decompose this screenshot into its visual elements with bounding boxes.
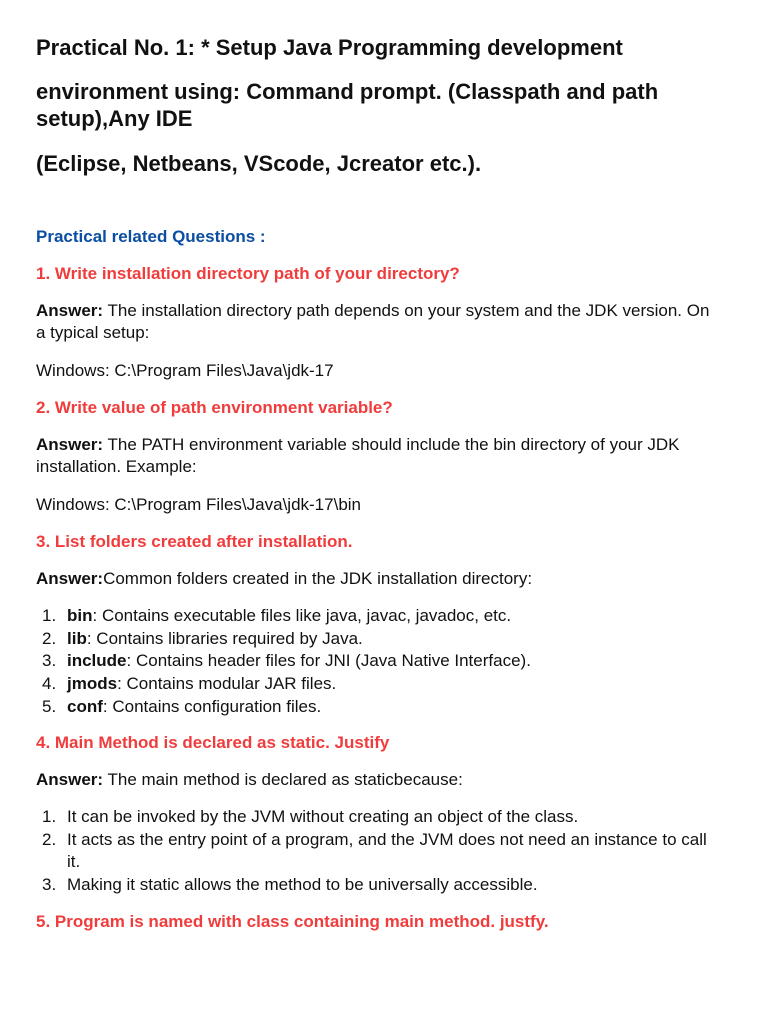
folder-name: conf <box>67 696 103 716</box>
folder-name: jmods <box>67 674 118 694</box>
reason-text: Making it static allows the method to be universally accessible. <box>67 875 538 895</box>
folder-description: : Contains modular JAR files. <box>117 674 337 694</box>
answer-3 <box>36 568 716 590</box>
folder-description: : Contains configuration files. <box>102 696 322 716</box>
question-1: 1. Write installation directory path of your directory? <box>36 264 460 283</box>
folders-list <box>36 605 716 719</box>
question-4: 4. Main Method is declared as static. Justify <box>36 733 390 752</box>
answer-label: Answer: <box>36 301 104 320</box>
list-number: 2. <box>42 628 57 648</box>
answer-label: Answer: <box>36 435 104 454</box>
list-item <box>36 874 716 897</box>
answer-2-example: Windows: C:\Program Files\Java\jdk-17\bin <box>36 495 362 514</box>
folder-name: lib <box>67 628 87 648</box>
list-number: 4. <box>42 674 57 694</box>
list-item <box>36 628 716 651</box>
reason-text: It acts as the entry point of a program, and the JVM does not need an instance to call it. <box>67 829 707 872</box>
answer-label: Answer: <box>36 770 104 789</box>
answer-2-text: The PATH environment variable should include the bin directory of your JDK installation. Example: <box>36 435 680 476</box>
folder-description: : Contains header files for JNI (Java Native Interface). <box>126 651 531 671</box>
reason-text: It can be invoked by the JVM without creating an object of the class. <box>67 807 579 826</box>
list-number: 5. <box>42 696 57 716</box>
answer-4 <box>36 769 716 791</box>
folder-name: bin <box>67 606 93 625</box>
list-item <box>36 650 716 673</box>
list-number: 3. <box>42 875 57 895</box>
list-number: 3. <box>42 651 57 671</box>
static-reasons-list <box>36 806 716 897</box>
section-heading: Practical related Questions : <box>36 227 266 246</box>
page-title-line-1: Practical No. 1: * Setup Java Programming development <box>36 35 623 60</box>
list-number: 1. <box>42 807 57 826</box>
page-title-line-3: (Eclipse, Netbeans, VScode, Jcreator etc.). <box>36 151 482 176</box>
answer-4-text: The main method is declared as staticbecause: <box>103 770 463 789</box>
list-number: 2. <box>42 829 57 849</box>
list-item <box>36 696 716 719</box>
page-title-line-2: environment using: Command prompt. (Classpath and path setup),Any IDE <box>36 79 659 131</box>
question-5: 5. Program is named with class containing main method. justfy. <box>36 912 549 931</box>
answer-1 <box>36 300 716 344</box>
answer-label: Answer: <box>36 569 104 588</box>
answer-3-text: Common folders created in the JDK installation directory: <box>103 569 533 588</box>
list-item <box>36 829 716 874</box>
list-item <box>36 806 716 829</box>
answer-2 <box>36 434 716 478</box>
answer-1-text: The installation directory path depends on your system and the JDK version. On a typical setup: <box>36 301 710 342</box>
question-2: 2. Write value of path environment variable? <box>36 398 393 417</box>
question-3: 3. List folders created after installation. <box>36 532 353 551</box>
folder-description: : Contains libraries required by Java. <box>86 628 363 648</box>
answer-1-example: Windows: C:\Program Files\Java\jdk-17 <box>36 361 334 380</box>
list-item <box>36 605 716 628</box>
list-item <box>36 673 716 696</box>
folder-description: : Contains executable files like java, javac, javadoc, etc. <box>92 606 512 625</box>
folder-name: include <box>67 651 127 671</box>
list-number: 1. <box>42 606 57 625</box>
